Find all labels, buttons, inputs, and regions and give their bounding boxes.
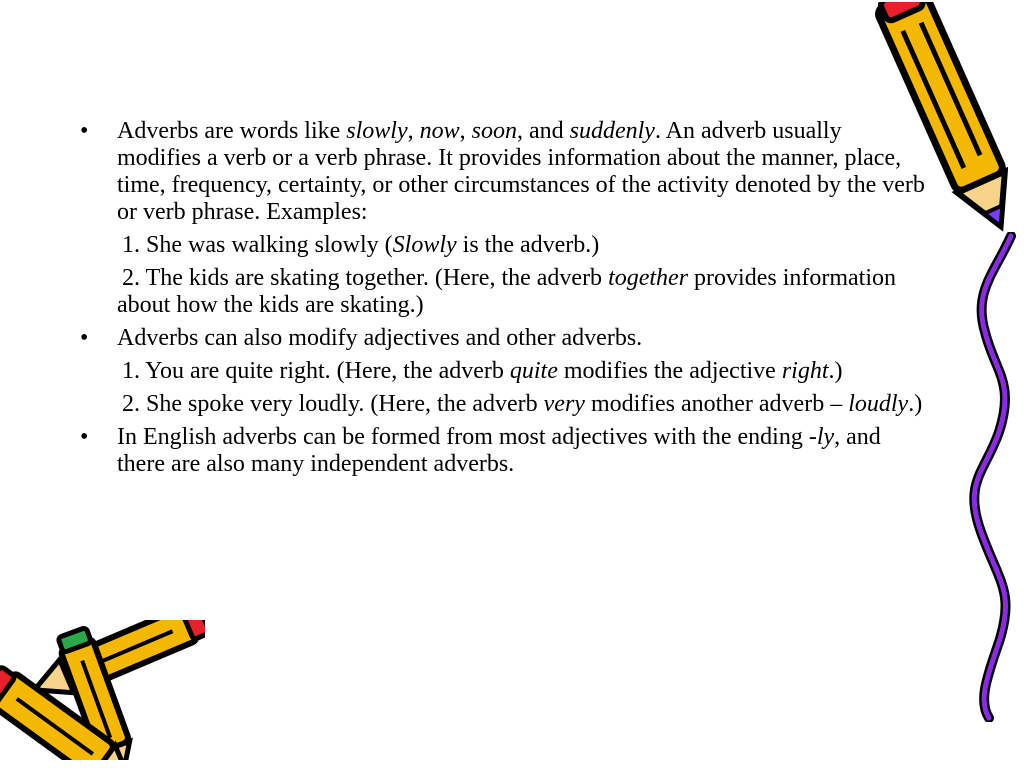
italic-text-run: soon	[471, 118, 517, 144]
italic-text-run: slowly	[346, 118, 408, 144]
squiggle-line-icon	[955, 232, 1024, 722]
text-run: , and	[516, 118, 570, 144]
example-paragraph	[80, 358, 925, 385]
text-run: Adverbs are words like	[117, 118, 347, 144]
bullet-paragraph	[80, 424, 925, 478]
slide-body	[80, 118, 925, 484]
text-run: modifies another adverb –	[584, 391, 849, 417]
text-run: ,	[407, 118, 420, 144]
text-run: . An adverb usually modifies a verb or a verb phrase. It provides information about the manner, place, time, frequency, certainty, or other circumstances of the activity denoted by the verb or verb phrase. Examples:	[117, 118, 925, 225]
text-run: 1. She was walking slowly (	[122, 232, 393, 258]
crossed-pencils-icon	[0, 620, 205, 760]
bullet-marker: •	[80, 424, 89, 450]
bullet-marker: •	[80, 325, 89, 351]
italic-text-run: suddenly	[569, 118, 655, 144]
text-run: , and there are also many independent adverbs.	[117, 424, 881, 477]
example-paragraph	[80, 265, 925, 319]
italic-text-run: right	[781, 358, 829, 384]
italic-text-run: very	[543, 391, 585, 417]
italic-text-run: together	[608, 265, 689, 291]
example-paragraph	[80, 232, 925, 259]
italic-text-run: quite	[509, 358, 558, 384]
italic-text-run: ly	[816, 424, 835, 450]
text-run: modifies the adjective	[557, 358, 782, 384]
italic-text-run: loudly	[848, 391, 909, 417]
italic-text-run: now	[419, 118, 460, 144]
pencil-icon	[858, 2, 1008, 247]
bullet-marker: •	[80, 118, 89, 144]
text-run: is the adverb.)	[456, 232, 600, 258]
bullet-paragraph	[80, 325, 925, 352]
text-run: 1. You are quite right. (Here, the adverb	[122, 358, 510, 384]
text-run: provides information about how the kids are skating.)	[117, 265, 897, 318]
example-paragraph	[80, 391, 925, 418]
text-run: .)	[828, 358, 843, 384]
text-run: .)	[908, 391, 923, 417]
bullet-paragraph	[80, 118, 925, 226]
text-run: 2. She spoke very loudly. (Here, the adverb	[122, 391, 544, 417]
text-run: 2. The kids are skating together. (Here, the adverb	[122, 265, 609, 291]
italic-text-run: Slowly	[392, 232, 457, 258]
text-run: In English adverbs can be formed from most adjectives with the ending -	[117, 424, 817, 450]
text-run: ,	[459, 118, 472, 144]
text-run: Adverbs can also modify adjectives and other adverbs.	[117, 325, 643, 351]
